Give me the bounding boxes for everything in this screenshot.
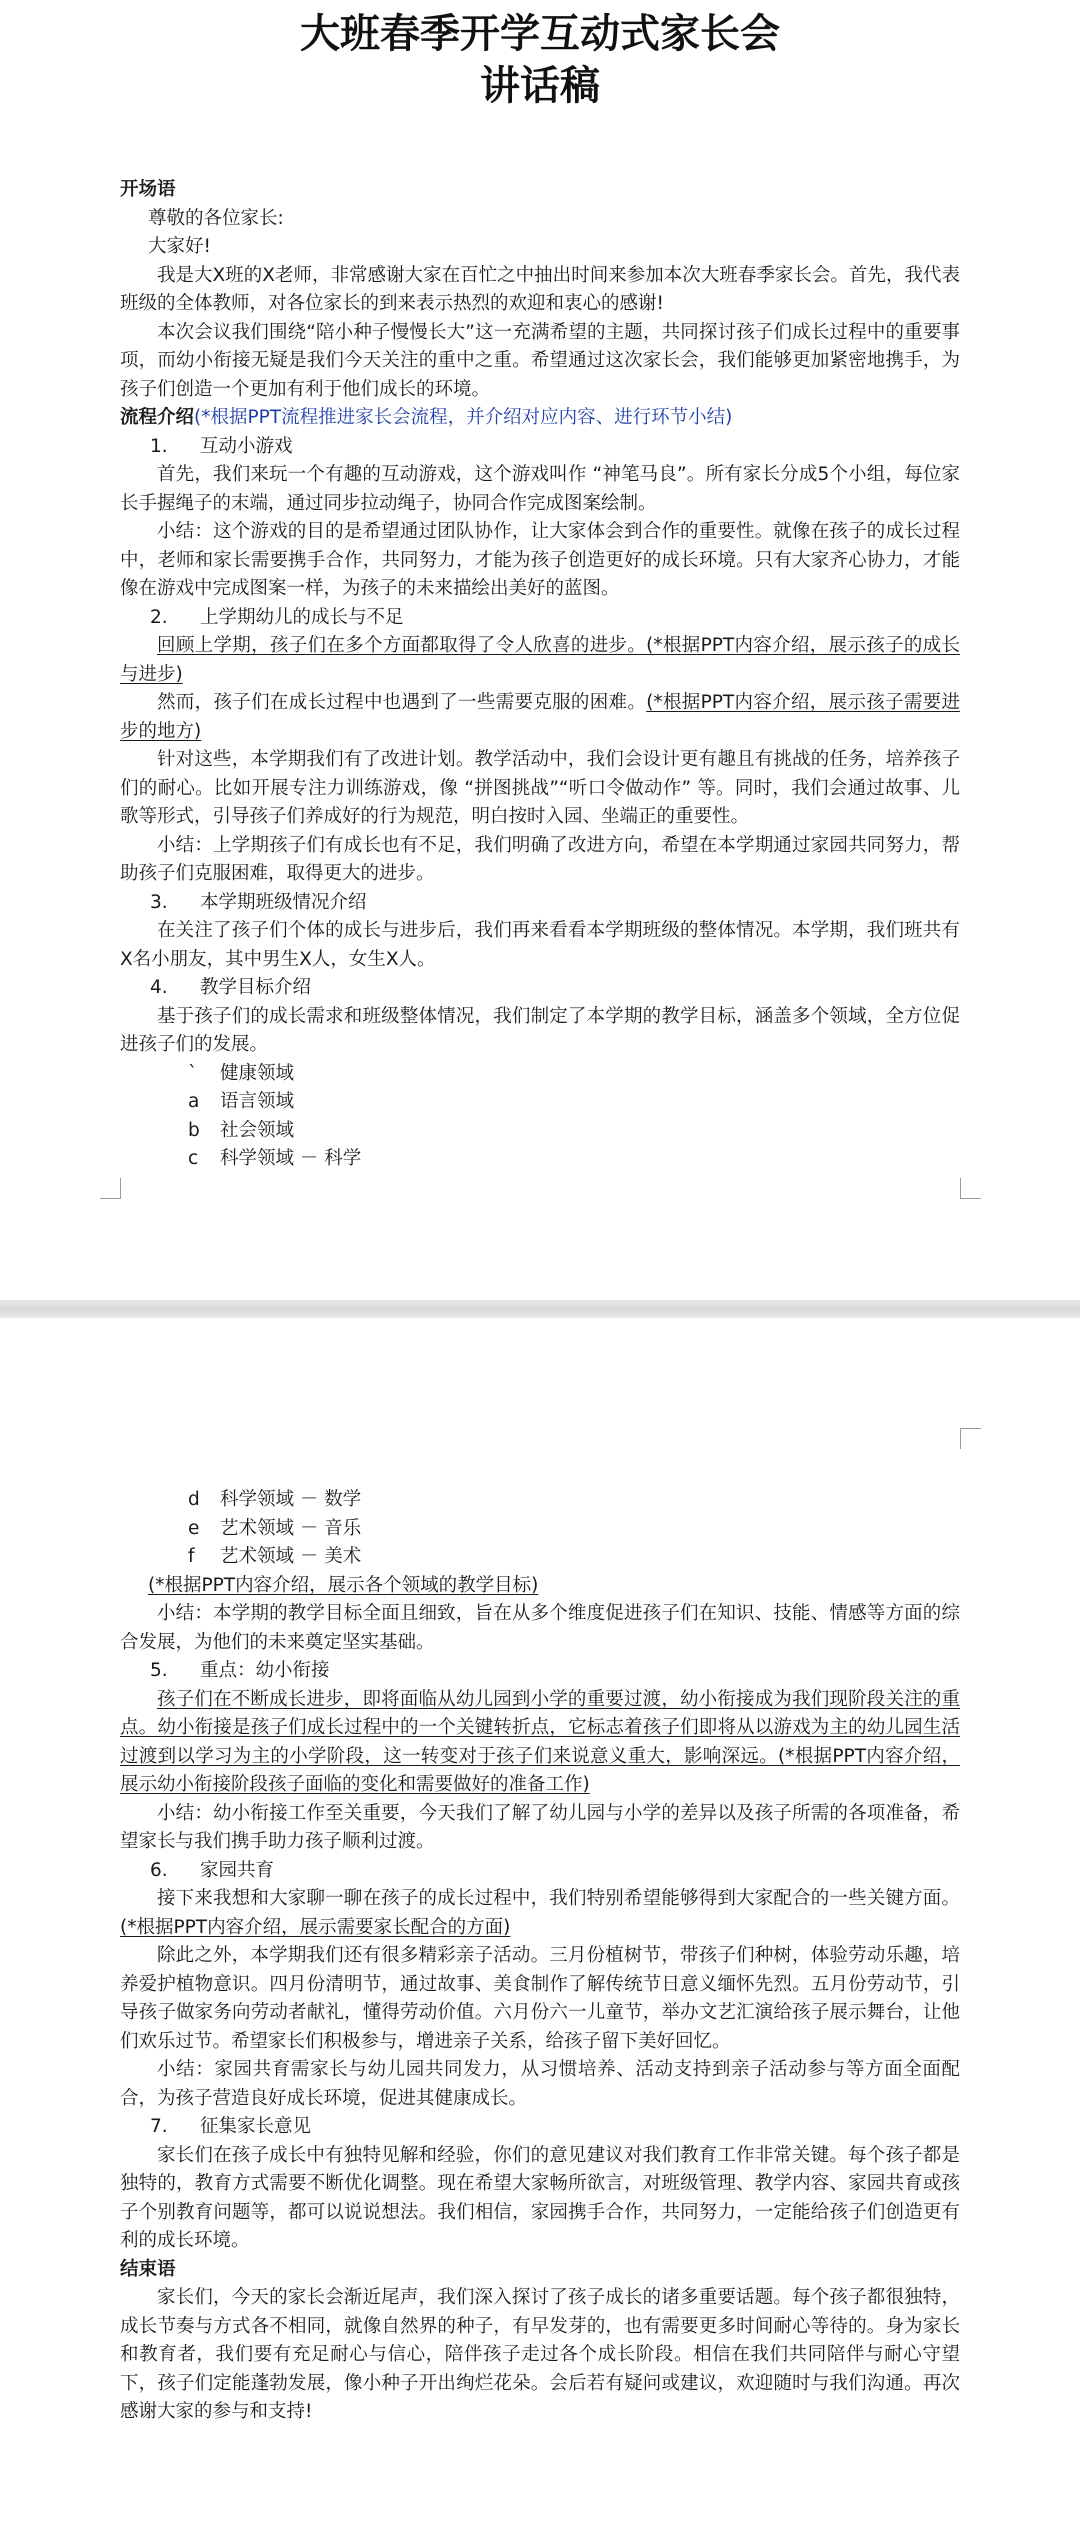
goal-item: [120, 1145, 960, 1174]
page-corner-mark: [960, 1428, 981, 1449]
goal-item: [120, 1486, 960, 1515]
goal-item: [120, 1088, 960, 1117]
section-5-paragraph-1: 孩子们在不断成长进步，即将面临从幼儿园到小学的重要过渡，幼小衔接成为我们现阶段关注的重点。幼小衔接是孩子们成长过程中的一个关键转折点，它标志着孩子们即将从以游戏为主的幼儿园生活过渡到以学习为主的小学阶段，这一转变对于孩子们来说意义重大，影响深远。(*根据PPT内容介绍，展示幼小衔接阶段孩子面临的变化和需要做好的准备工作): [120, 1688, 960, 1795]
section-number: 1.: [150, 435, 168, 457]
opening-paragraph-1: 我是大X班的X老师，非常感谢大家在百忙之中抽出时间来参加本次大班春季家长会。首先，我代表班级的全体教师，对各位家长的到来表示热烈的欢迎和衷心的感谢!: [120, 264, 960, 314]
section-6-heading: [120, 1857, 960, 1886]
opening-heading: 开场语: [120, 179, 176, 200]
flow-intro: [120, 404, 960, 433]
page-separator: [0, 1300, 1080, 1318]
section-2-paragraph-3: 针对这些，本学期我们有了改进计划。教学活动中，我们会设计更有趣且有挑战的任务，培养孩子们的耐心。比如开展专注力训练游戏，像 “拼图挑战”“听口令做动作” 等。同时，我们会通过故事、儿歌等形式，引导孩子们养成好的行为规范，明白按时入园、坐端正的重要性。: [120, 749, 960, 827]
section-6-summary: 小结：家园共育需家长与幼儿园共同发力，从习惯培养、活动支持到亲子活动参与等方面全面配合，为孩子营造良好成长环境，促进其健康成长。: [120, 2059, 960, 2109]
item-marker: e: [188, 1517, 200, 1539]
item-label: 科学领域 － 科学: [220, 1148, 362, 1169]
opening-paragraph-2: 本次会议我们围绕“陪小种子慢慢长大”这一充满希望的主题，共同探讨孩子们成长过程中的重要事项，而幼小衔接无疑是我们今天关注的重中之重。希望通过这次家长会，我们能够更加紧密地携手，为孩子们创造一个更加有利于他们成长的环境。: [120, 321, 960, 400]
ppt-note: (*根据PPT内容介绍，展示各个领域的教学目标): [148, 1574, 539, 1596]
page1-body: [120, 176, 960, 1174]
item-label: 语言领域: [220, 1091, 295, 1112]
item-label: 科学领域 － 数学: [220, 1489, 362, 1510]
item-label: 健康领域: [220, 1062, 295, 1084]
item-marker: a: [188, 1091, 200, 1112]
ppt-note: (*根据PPT内容介绍，展示需要家长配合的方面): [120, 1916, 511, 1938]
section-number: 6.: [150, 1859, 168, 1881]
hello: 大家好!: [148, 236, 211, 257]
section-3-heading: [120, 889, 960, 918]
section-number: 3.: [150, 891, 168, 913]
page-corner-mark: [100, 1178, 121, 1199]
section-4-heading: [120, 974, 960, 1003]
section-2-heading: [120, 604, 960, 633]
section-2-summary: 小结：上学期孩子们有成长也有不足，我们明确了改进方向，希望在本学期通过家园共同努力，帮助孩子们克服困难，取得更大的进步。: [120, 834, 960, 884]
closing-heading: 结束语: [120, 2258, 176, 2280]
item-marker: c: [188, 1148, 199, 1169]
section-7-heading: [120, 2113, 960, 2142]
section-title: 教学目标介绍: [200, 977, 312, 998]
section-5-summary: 小结：幼小衔接工作至关重要，今天我们了解了幼儿园与小学的差异以及孩子所需的各项准备，希望家长与我们携手助力孩子顺利过渡。: [120, 1802, 960, 1852]
section-5-heading: [120, 1657, 960, 1686]
section-1-paragraph-1: 首先，我们来玩一个有趣的互动游戏，这个游戏叫作 “神笔马良”。所有家长分成5个小组，每位家长手握绳子的末端，通过同步拉动绳子，协同合作完成图案绘制。: [120, 464, 960, 514]
section-title: 重点：幼小衔接: [200, 1660, 330, 1681]
section-1-summary: 小结：这个游戏的目的是希望通过团队协作，让大家体会到合作的重要性。就像在孩子的成长过程中，老师和家长需要携手合作，共同努力，才能为孩子创造更好的成长环境。只有大家齐心协力，才能像在游戏中完成图案一样，为孩子的未来描绘出美好的蓝图。: [120, 521, 960, 599]
document-page-2: [0, 1318, 1080, 2542]
item-marker: f: [188, 1546, 195, 1567]
section-title: 本学期班级情况介绍: [200, 891, 367, 913]
goal-item: [120, 1060, 960, 1089]
section-4-note-line: [120, 1572, 960, 1601]
section-number: 7.: [150, 2116, 168, 2137]
section-number: 5.: [150, 1660, 168, 1681]
item-marker: `: [188, 1062, 198, 1084]
section-2-paragraph-2: [120, 689, 960, 746]
section-title: 互动小游戏: [200, 435, 293, 457]
section-3-paragraph-1: 在关注了孩子们个体的成长与进步后，我们再来看看本学期班级的整体情况。本学期，我们班共有 X名小朋友，其中男生X人，女生X人。: [120, 920, 960, 970]
section-number: 4.: [150, 977, 168, 998]
item-label: 艺术领域 － 音乐: [220, 1517, 362, 1539]
page-corner-mark: [960, 1178, 981, 1199]
paragraph-text: 接下来我想和大家聊一聊在孩子的成长过程中，我们特别希望能够得到大家配合的一些关键方面。: [157, 1888, 960, 1909]
section-6-paragraph-2: 除此之外，本学期我们还有很多精彩亲子活动。三月份植树节，带孩子们种树，体验劳动乐趣，培养爱护植物意识。四月份清明节，通过故事、美食制作了解传统节日意义缅怀先烈。五月份劳动节，引导孩子做家务向劳动者献礼，懂得劳动价值。六月份六一儿童节，举办文艺汇演给孩子展示舞台，让他们欢乐过节。希望家长们积极参与，增进亲子关系，给孩子留下美好回忆。: [120, 1945, 960, 2052]
greeting: 尊敬的各位家长:: [148, 207, 284, 229]
section-4-paragraph-1: 基于孩子们的成长需求和班级整体情况，我们制定了本学期的教学目标，涵盖多个领域，全方位促进孩子们的发展。: [120, 1005, 960, 1055]
flow-heading: 流程介绍: [120, 407, 195, 428]
item-marker: d: [188, 1489, 200, 1510]
item-label: 艺术领域 － 美术: [220, 1546, 362, 1567]
section-number: 2.: [150, 606, 168, 628]
goal-item: [120, 1543, 960, 1572]
page2-body: [120, 1486, 960, 2427]
section-6-paragraph-1: [120, 1885, 960, 1942]
section-title: 家园共育: [200, 1859, 275, 1881]
closing-paragraph: 家长们，今天的家长会渐近尾声，我们深入探讨了孩子成长的诸多重要话题。每个孩子都很独特，成长节奏与方式各不相同，就像自然界的种子，有早发芽的，也有需要更多时间耐心等待的。身为家长和教育者，我们要有充足耐心与信心，陪伴孩子走过各个成长阶段。相信在我们共同陪伴与耐心守望下，孩子们定能蓬勃发展，像小种子开出绚烂花朵。会后若有疑问或建议，欢迎随时与我们沟通。再次感谢大家的参与和支持!: [120, 2287, 960, 2422]
section-title: 上学期幼儿的成长与不足: [200, 606, 404, 628]
goal-item: [120, 1117, 960, 1146]
section-4-summary: 小结：本学期的教学目标全面且细致，旨在从多个维度促进孩子们在知识、技能、情感等方面的综合发展，为他们的未来奠定坚实基础。: [120, 1603, 960, 1653]
paragraph-text: 然而，孩子们在成长过程中也遇到了一些需要克服的困难。: [157, 692, 647, 713]
flow-note: (*根据PPT流程推进家长会流程，并介绍对应内容、进行环节小结): [194, 407, 733, 428]
ppt-note: (*根据PPT内容介绍，展示孩子需要进步的地方): [120, 692, 960, 742]
section-2-paragraph-1: 回顾上学期，孩子们在多个方面都取得了令人欣喜的进步。(*根据PPT内容介绍，展示孩子的成长与进步): [120, 635, 960, 685]
page-subtitle: 讲话稿: [480, 63, 600, 109]
item-marker: b: [188, 1119, 200, 1141]
page-title: 大班春季开学互动式家长会: [300, 11, 780, 57]
item-label: 社会领域: [220, 1119, 295, 1141]
section-title: 征集家长意见: [200, 2116, 312, 2137]
goal-item: [120, 1515, 960, 1544]
section-7-paragraph-1: 家长们在孩子成长中有独特见解和经验，你们的意见建议对我们教育工作非常关键。每个孩子都是独特的，教育方式需要不断优化调整。现在希望大家畅所欲言，对班级管理、教学内容、家园共育或孩子个别教育问题等，都可以说说想法。我们相信，家园携手合作，共同努力，一定能给孩子们创造更有利的成长环境。: [120, 2144, 960, 2251]
title-block: [0, 8, 1080, 112]
section-1-heading: [120, 433, 960, 462]
